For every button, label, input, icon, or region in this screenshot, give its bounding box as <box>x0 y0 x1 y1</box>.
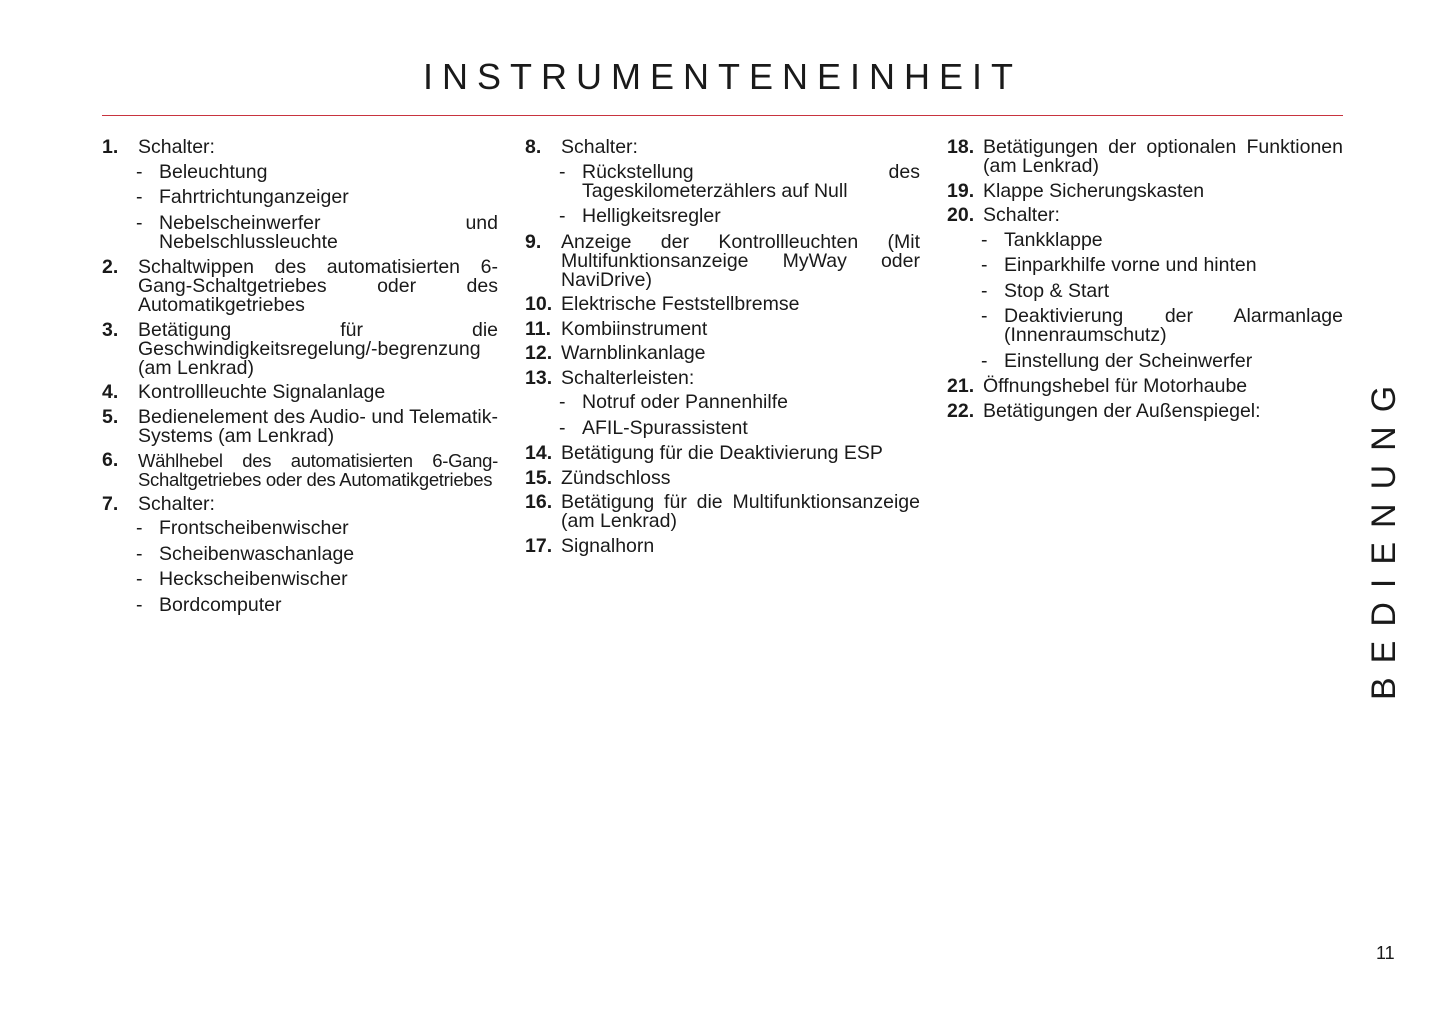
sub-item <box>981 256 1343 275</box>
item-number: 6. <box>102 449 119 471</box>
title-divider <box>102 115 1343 116</box>
sub-item-text: Beleuchtung <box>159 160 268 183</box>
item-number: 7. <box>102 492 119 515</box>
sub-item-text: Stop & Start <box>1004 279 1110 302</box>
list-item <box>102 451 498 489</box>
bullet-dash: - <box>559 160 566 183</box>
item-text: Öffnungshebel für Motorhaube <box>983 375 1248 397</box>
item-number: 13. <box>525 366 553 389</box>
list-item <box>947 377 1343 396</box>
item-text: Betätigungen der optionalen Funktionen (am Lenkrad) <box>983 136 1343 177</box>
bullet-dash: - <box>559 205 566 227</box>
sub-item <box>559 393 920 412</box>
bullet-dash: - <box>136 542 143 565</box>
list-item <box>525 493 920 531</box>
item-text: Betätigung für die Multifunktionsanzeige (am Lenkrad) <box>561 491 920 532</box>
sub-item <box>559 207 920 226</box>
item-number: 10. <box>525 293 553 315</box>
item-number: 9. <box>525 230 542 253</box>
bullet-dash: - <box>136 593 143 616</box>
item-text: Kontrollleuchte Signalanlage <box>138 381 386 403</box>
bullet-dash: - <box>136 160 143 183</box>
item-number: 14. <box>525 442 553 464</box>
item-number: 16. <box>525 491 553 513</box>
item-number: 15. <box>525 466 553 489</box>
item-text: Klappe Sicherungskasten <box>983 179 1205 202</box>
list-item <box>525 366 920 389</box>
sub-item <box>981 349 1343 372</box>
item-text: Kombiinstrument <box>561 317 708 340</box>
item-number: 18. <box>947 136 975 158</box>
item-number: 20. <box>947 204 975 226</box>
item-number: 12. <box>525 342 553 364</box>
sub-item <box>136 542 498 565</box>
sub-item-text: Bordcomputer <box>159 593 282 616</box>
item-text: Bedienelement des Audio- und Telematik-Systems (am Lenkrad) <box>138 405 498 447</box>
sub-item-text: Einparkhilfe vorne und hinten <box>1004 254 1257 276</box>
sub-item-text: Helligkeitsregler <box>582 205 721 227</box>
item-text: Wählhebel des automatisierten 6-Gang-Schaltgetriebes oder des Automatikgetriebes <box>138 450 498 490</box>
item-text: Schalter: <box>561 136 638 158</box>
item-text: Betätigungen der Außenspiegel: <box>983 399 1261 422</box>
item-number: 1. <box>102 136 119 158</box>
item-number: 19. <box>947 179 975 202</box>
item-number: 21. <box>947 375 975 397</box>
sub-item-text: Scheibenwaschanlage <box>159 542 355 565</box>
sub-item-text: Heckscheibenwischer <box>159 568 348 590</box>
bullet-dash: - <box>136 211 143 234</box>
item-text: Schaltwippen des automatisierten 6-Gang-Schaltgetriebes oder des Automatikgetriebes <box>138 256 498 316</box>
sub-item <box>136 593 498 616</box>
list-item <box>102 383 498 402</box>
sub-item-text: Frontscheibenwischer <box>159 517 349 539</box>
list-item <box>947 206 1343 225</box>
bullet-dash: - <box>981 254 988 276</box>
list-item <box>102 258 498 315</box>
item-text: Schalter: <box>138 492 215 515</box>
item-text: Schalter: <box>983 204 1060 226</box>
list-item <box>525 344 920 363</box>
item-number: 22. <box>947 399 975 422</box>
sub-item <box>136 188 498 207</box>
list-item <box>525 317 920 340</box>
bullet-dash: - <box>981 279 988 302</box>
sub-item <box>559 160 920 202</box>
bullet-dash: - <box>136 186 143 208</box>
list-item <box>102 492 498 515</box>
bullet-dash: - <box>981 349 988 372</box>
item-text: Schalterleisten: <box>561 366 695 389</box>
sub-item-text: Nebelscheinwerfer und Nebelschlussleuchte <box>159 211 498 253</box>
sub-item-text: Rückstellung des Tageskilometerzählers auf Null <box>582 160 920 202</box>
item-number: 4. <box>102 381 119 403</box>
list-item <box>525 444 920 463</box>
sub-item <box>136 211 498 253</box>
sub-item <box>981 228 1343 251</box>
bullet-dash: - <box>559 416 566 439</box>
item-number: 11. <box>525 317 552 340</box>
sub-item <box>559 416 920 439</box>
item-text: Signalhorn <box>561 534 655 557</box>
sub-item <box>136 570 498 589</box>
sub-item <box>136 519 498 538</box>
section-label: BEDIENUNG <box>1365 371 1403 700</box>
bullet-dash: - <box>981 305 988 327</box>
list-item <box>102 405 498 447</box>
sub-item-text: AFIL-Spurassistent <box>582 416 748 439</box>
list-item <box>525 295 920 314</box>
page-title: INSTRUMENTENEINHEIT <box>422 56 1022 97</box>
list-item <box>525 230 920 291</box>
bullet-dash: - <box>136 517 143 539</box>
sub-item <box>981 279 1343 302</box>
list-item <box>102 138 498 157</box>
item-number: 17. <box>525 534 553 557</box>
item-text: Schalter: <box>138 136 215 158</box>
column-3 <box>947 138 1343 426</box>
sub-item-text: Einstellung der Scheinwerfer <box>1004 349 1253 372</box>
item-text: Betätigung für die Deaktivierung ESP <box>561 442 883 464</box>
sub-item-text: Fahrtrichtunganzeiger <box>159 186 349 208</box>
item-number: 5. <box>102 405 119 428</box>
item-text: Elektrische Feststellbremse <box>561 293 800 315</box>
list-item <box>947 399 1343 422</box>
bullet-dash: - <box>136 568 143 590</box>
column-1 <box>102 138 498 621</box>
list-item <box>525 138 920 157</box>
sub-item-text: Tankklappe <box>1004 228 1103 251</box>
item-text: Anzeige der Kontrollleuchten (Mit Multifunktionsanzeige MyWay oder NaviDrive) <box>561 230 920 291</box>
sub-item <box>981 307 1343 345</box>
list-item <box>102 318 498 379</box>
item-number: 3. <box>102 318 119 341</box>
item-text: Zündschloss <box>561 466 671 489</box>
item-text: Betätigung für die Geschwindigkeitsregelung/-begrenzung (am Lenkrad) <box>138 318 498 379</box>
bullet-dash: - <box>559 391 566 413</box>
list-item <box>525 466 920 489</box>
item-number: 8. <box>525 136 542 158</box>
page-number: 11 <box>1376 943 1395 963</box>
sub-item-text: Notruf oder Pannenhilfe <box>582 391 788 413</box>
sub-item-text: Deaktivierung der Alarmanlage (Innenraumschutz) <box>1004 305 1343 346</box>
list-item <box>947 179 1343 202</box>
column-2 <box>525 138 920 561</box>
list-item <box>947 138 1343 176</box>
item-number: 2. <box>102 256 119 278</box>
sub-item <box>136 160 498 183</box>
bullet-dash: - <box>981 228 988 251</box>
list-item <box>525 534 920 557</box>
item-text: Warnblinkanlage <box>561 342 706 364</box>
